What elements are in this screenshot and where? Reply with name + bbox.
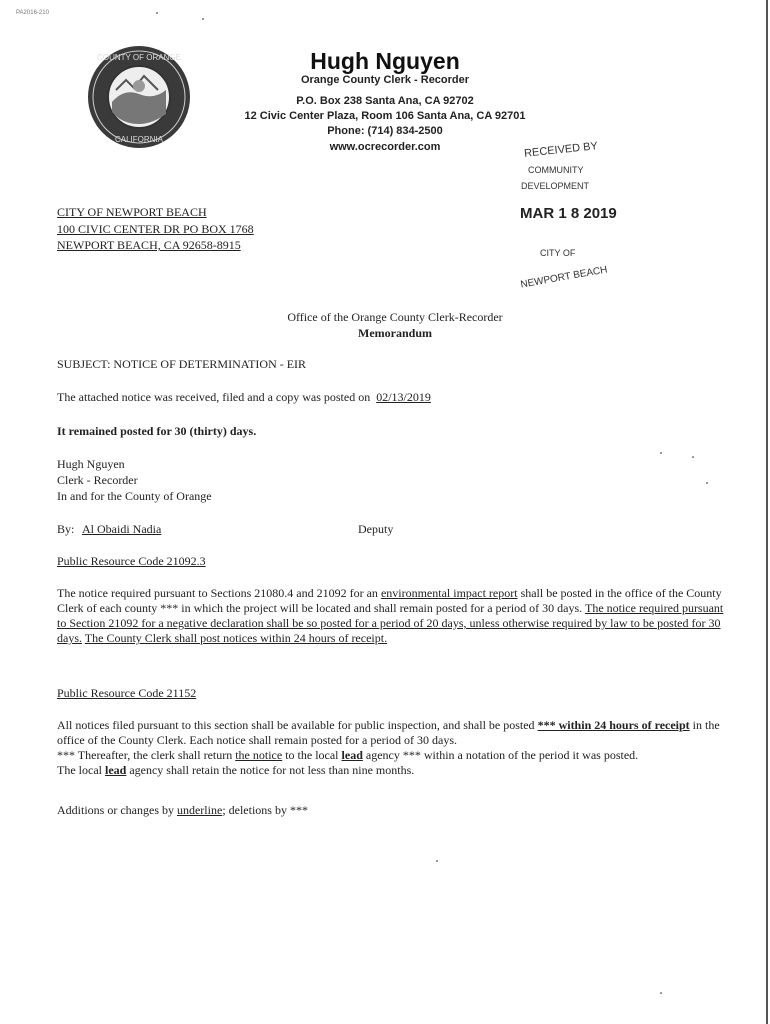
website: www.ocrecorder.com — [329, 141, 441, 153]
footer-text-3: ; deletions by *** — [222, 803, 308, 817]
signature-role: Clerk - Recorder — [57, 473, 138, 487]
prc2-text-c3: agency shall retain the notice for not less than nine months. — [129, 763, 415, 777]
street-address: 12 Civic Center Plaza, Room 106 Santa Ana, CA 92701 — [244, 110, 526, 122]
subject-line: SUBJECT: NOTICE OF DETERMINATION - EIR — [57, 357, 307, 371]
office-heading: Office of the Orange County Clerk-Recorder — [287, 310, 503, 324]
stamp-newport-beach: NEWPORT BEACH — [519, 264, 609, 291]
prc2-text-a3: in the office of the County Clerk. Each notice shall remain posted for a period of 30 days. — [57, 718, 720, 747]
posted-statement — [57, 390, 431, 405]
prc2-sentence-1 — [57, 718, 729, 748]
scan-speck — [202, 18, 204, 20]
prc2-text-b5: agency *** within a notation of the period it was posted. — [365, 748, 639, 762]
memorandum-title: Memorandum — [358, 326, 432, 340]
prc2-text-a1: All notices filed pursuant to this section shall be available for public inspection, and shall be posted — [57, 718, 535, 732]
prc1-text-5: The County Clerk shall post notices within 24 hours of receipt. — [84, 631, 388, 645]
stamp-community: COMMUNITY — [528, 165, 584, 175]
remained-posted-statement: It remained posted for 30 (thirty) days. — [57, 424, 257, 438]
recipient-line-2: 100 CIVIC CENTER DR PO BOX 1768 — [57, 222, 254, 236]
scan-speck — [436, 860, 438, 862]
page-edge-line — [766, 0, 768, 1024]
po-box-address: P.O. Box 238 Santa Ana, CA 92702 — [296, 95, 474, 107]
scan-speck — [660, 452, 662, 454]
deputy-name: Al Obaidi Nadia — [82, 522, 162, 536]
prc2-text-b2: the notice — [235, 748, 283, 762]
stamp-city-of: CITY OF — [540, 248, 576, 258]
posted-date: 02/13/2019 — [376, 390, 431, 404]
prc1-text-1: The notice required pursuant to Sections 21080.4 and 21092 for an — [57, 586, 378, 600]
prc2-text-c2: lead — [104, 763, 127, 777]
prc2-text-c1: The local — [57, 763, 102, 777]
svg-text:COUNTY OF ORANGE: COUNTY OF ORANGE — [97, 53, 181, 62]
prc-21152-paragraph — [57, 718, 729, 778]
prc2-text-b1: *** Thereafter, the clerk shall return — [57, 748, 233, 762]
prc-21092-3-paragraph — [57, 586, 729, 646]
prc1-text-3: shall be posted in the office of the County Clerk of each county *** in which the project will be located and shall remain posted for a period of 30 days. — [57, 586, 722, 615]
signature-county: In and for the County of Orange — [57, 489, 212, 503]
scan-speck — [706, 482, 708, 484]
prc2-sentence-2 — [57, 748, 729, 763]
clerk-name-heading: Hugh Nguyen — [310, 48, 460, 74]
stamp-date: MAR 1 8 2019 — [520, 205, 617, 222]
clerk-title: Orange County Clerk - Recorder — [300, 74, 470, 86]
prc1-text-4: The notice required pursuant to Section 21092 for a negative declaration shall be so posted for a period of 20 days, unless otherwise required by law to be posted for 30 days. — [57, 601, 724, 645]
stamp-received-by: RECEIVED BY — [523, 140, 599, 160]
phone-number: Phone: (714) 834-2500 — [327, 125, 443, 137]
footer-text-1: Additions or changes by — [57, 803, 174, 817]
footer-note — [57, 803, 308, 818]
scan-speck — [156, 12, 158, 14]
prc2-sentence-3 — [57, 763, 729, 778]
recipient-line-1: CITY OF NEWPORT BEACH — [57, 205, 207, 219]
svg-text:CALIFORNIA: CALIFORNIA — [114, 135, 164, 144]
prc1-text-2: environmental impact report — [380, 586, 518, 600]
stamp-development: DEVELOPMENT — [521, 181, 590, 191]
scan-speck — [660, 992, 662, 994]
prc-21152-heading: Public Resource Code 21152 — [57, 686, 197, 700]
recipient-line-3: NEWPORT BEACH, CA 92658-8915 — [57, 238, 241, 252]
prc2-text-a2: *** within 24 hours of receipt — [537, 718, 690, 732]
document-id: PA2016-210 — [16, 10, 49, 16]
prc-21092-3-heading: Public Resource Code 21092.3 — [57, 554, 206, 568]
signature-name: Hugh Nguyen — [57, 457, 125, 471]
deputy-label: Deputy — [358, 522, 394, 536]
scan-speck — [692, 456, 694, 458]
prc2-text-b4: lead — [341, 748, 363, 762]
by-label: By: — [57, 522, 75, 536]
prc2-text-b3: to the local — [285, 748, 339, 762]
footer-text-underline: underline — [176, 803, 223, 817]
posted-text: The attached notice was received, filed and a copy was posted on — [57, 390, 371, 404]
